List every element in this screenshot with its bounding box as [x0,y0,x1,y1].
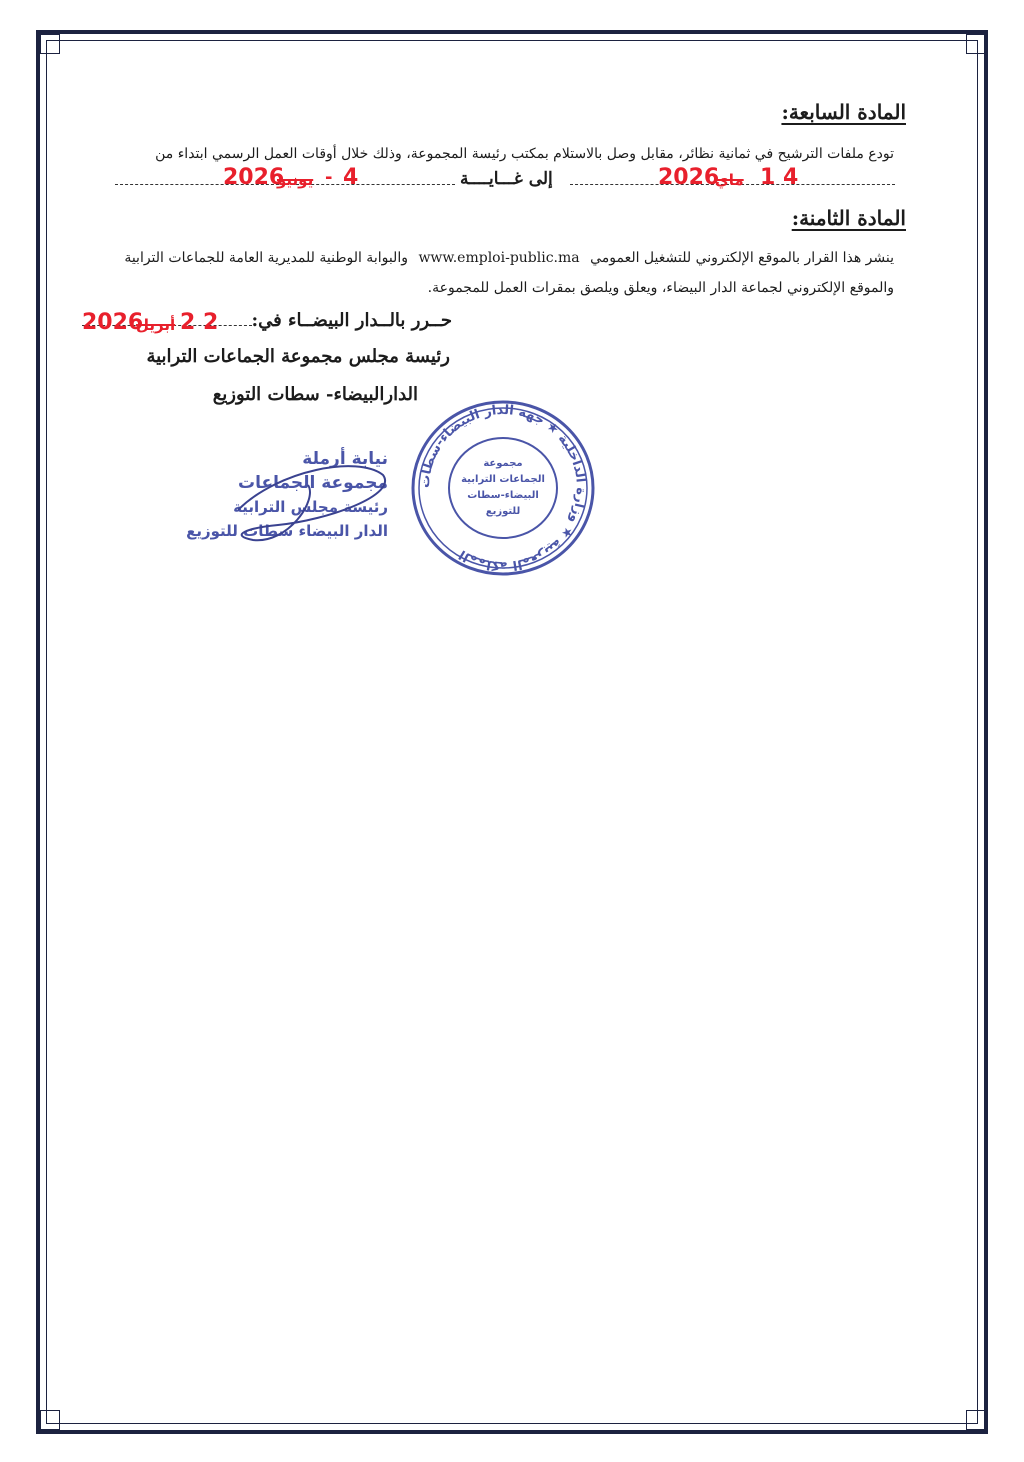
stamp-rect-line: نيابة أرملة [302,449,388,469]
start-year: 2026 [658,165,720,190]
deposit-period-line [115,165,895,195]
frame-corner [40,1410,60,1430]
stamp-rect-line: الدار البيضاء سطات للتوزيع [186,522,388,540]
signatory-title: رئيسة مجلس مجموعة الجماعات الترابية [146,346,450,367]
stamp-rect-line: رئيسة مجلس الترابية [233,498,388,516]
stamp-inner-line: البيضاء-سطات [467,490,539,501]
official-round-stamp [408,398,598,578]
article-7-text: تودع ملفات الترشيح في ثمانية نظائر، مقابل وصل بالاستلام بمكتب رئيسة المجموعة، وذلك خلال أوقات العمل الرسمي ابتداء من [155,146,894,162]
president-signature-stamp [158,440,398,550]
start-month: ماي [715,171,744,189]
article-7-heading: المادة السابعة: [781,100,906,124]
until-label: إلى غـــايــــة [460,169,553,189]
stamp-inner-line: مجموعة [483,458,523,469]
article-8-line1 [94,246,894,270]
end-separator: - [325,167,333,188]
emploi-public-link[interactable]: www.emploi-public.ma [418,250,580,266]
end-day: 4 [343,165,359,190]
signatory-region: الدارالبيضاء- سطات التوزيع [212,384,418,405]
signature-day: 2 2 [180,310,219,335]
article-8-heading: المادة الثامنة: [791,206,906,230]
article-8-text-post: والبوابة الوطنية للمديرية العامة للجماعات الترابية [124,250,408,266]
stamp-inner-line: الجماعات الترابية [461,474,545,485]
frame-corner [966,1410,986,1430]
article-8-text-pre: ينشر هذا القرار بالموقع الإلكتروني للتشغيل العمومي [590,250,894,266]
start-day: 1 4 [760,165,799,190]
frame-corner [966,34,986,54]
end-year: 2026 [223,165,285,190]
signature-place-label: حــرر بالــدار البيضــاء في: [251,310,452,331]
end-month: يونيو [277,171,314,189]
stamp-ring-text: المملكة المغربية ★ وزارة الداخلية ★ جهة الدار البيضاء-سطات [417,402,589,574]
stamp-rect-line: مجموعة الجماعات [238,473,388,493]
frame-corner [40,34,60,54]
signature-month: أبريل [136,316,176,334]
stamp-inner-line: للتوزيع [485,506,521,517]
article-8-line2: والموقع الإلكتروني لجماعة الدار البيضاء، ويعلق ويلصق بمقرات العمل للمجموعة. [427,280,894,296]
signature-year: 2026 [82,310,144,335]
